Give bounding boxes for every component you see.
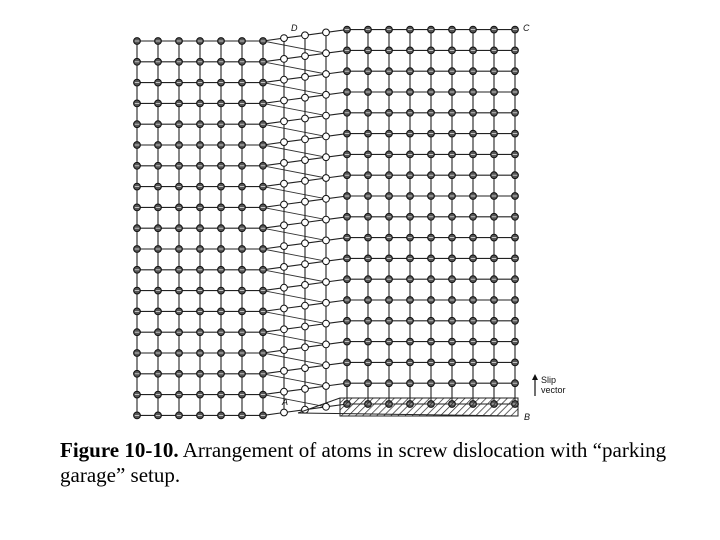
open-atom xyxy=(323,71,330,78)
open-atom xyxy=(281,284,288,291)
corner-label-d: D xyxy=(291,23,298,33)
open-atom xyxy=(302,157,309,164)
transition-line xyxy=(263,291,326,303)
open-atom xyxy=(302,94,309,101)
transition-line xyxy=(263,228,326,240)
slip-plane-hatch xyxy=(340,398,518,416)
transition-line xyxy=(263,270,326,282)
open-atom xyxy=(302,240,309,247)
open-atom xyxy=(281,368,288,375)
open-atom xyxy=(323,383,330,390)
open-atom xyxy=(323,362,330,369)
open-atom xyxy=(281,243,288,250)
open-atom xyxy=(281,139,288,146)
open-atom xyxy=(281,326,288,333)
open-atom xyxy=(302,178,309,185)
open-atom xyxy=(323,175,330,182)
transition-line xyxy=(263,83,326,95)
slip-vector-label-line2: vector xyxy=(541,385,566,395)
open-atom xyxy=(302,344,309,351)
open-atom xyxy=(323,133,330,140)
open-atom xyxy=(302,282,309,289)
transition-line xyxy=(263,124,326,136)
figure-caption xyxy=(60,438,700,488)
open-atom xyxy=(323,341,330,348)
open-atom xyxy=(281,118,288,125)
open-atom xyxy=(302,261,309,268)
open-atom xyxy=(281,305,288,312)
caption-text: Arrangement of atoms in screw dislocation with “parking garage” setup. xyxy=(60,438,667,487)
open-atom xyxy=(323,50,330,57)
open-atom xyxy=(281,264,288,271)
transition-line xyxy=(263,41,326,53)
open-atom xyxy=(281,201,288,208)
open-atom xyxy=(281,222,288,229)
open-atom xyxy=(323,29,330,36)
open-atom xyxy=(323,112,330,119)
open-atom xyxy=(281,388,288,395)
open-atom xyxy=(281,56,288,63)
open-atom xyxy=(302,386,309,393)
open-atom xyxy=(302,115,309,122)
caption-label: Figure 10-10. xyxy=(60,438,179,462)
open-atom xyxy=(323,195,330,202)
transition-line xyxy=(263,374,326,386)
transition-line xyxy=(263,166,326,178)
open-atom xyxy=(281,180,288,187)
transition-line xyxy=(263,62,326,74)
transition-line xyxy=(263,145,326,157)
open-atom xyxy=(302,136,309,143)
corner-label-c: C xyxy=(523,23,530,33)
transition-line xyxy=(263,311,326,323)
open-atom xyxy=(281,160,288,167)
open-atom xyxy=(302,74,309,81)
transition-line xyxy=(263,207,326,219)
transition-line xyxy=(263,103,326,115)
open-atom xyxy=(281,409,288,416)
transition-line xyxy=(263,187,326,199)
slip-vector-arrow-icon xyxy=(532,374,538,396)
open-atom xyxy=(302,219,309,226)
open-atom xyxy=(323,216,330,223)
open-atom xyxy=(302,365,309,372)
slip-vector-label-line1: Slip xyxy=(541,375,557,385)
open-atom xyxy=(323,320,330,327)
open-atom xyxy=(281,97,288,104)
open-atom xyxy=(323,258,330,265)
open-atom xyxy=(302,198,309,205)
corner-label-b: B xyxy=(524,412,531,422)
open-atom xyxy=(323,237,330,244)
transition-line xyxy=(263,353,326,365)
open-atom xyxy=(302,302,309,309)
open-atom xyxy=(281,76,288,83)
open-atom xyxy=(323,403,330,410)
open-atom xyxy=(302,32,309,39)
open-atom xyxy=(323,154,330,161)
open-atom xyxy=(323,299,330,306)
open-atom xyxy=(281,35,288,42)
transition-line xyxy=(263,395,326,407)
open-atom xyxy=(323,91,330,98)
open-atom xyxy=(323,279,330,286)
corner-label-a: A xyxy=(282,397,289,407)
transition-line xyxy=(263,249,326,261)
transition-line xyxy=(263,332,326,344)
open-atom xyxy=(302,53,309,60)
open-atom xyxy=(281,347,288,354)
open-atom xyxy=(302,323,309,330)
